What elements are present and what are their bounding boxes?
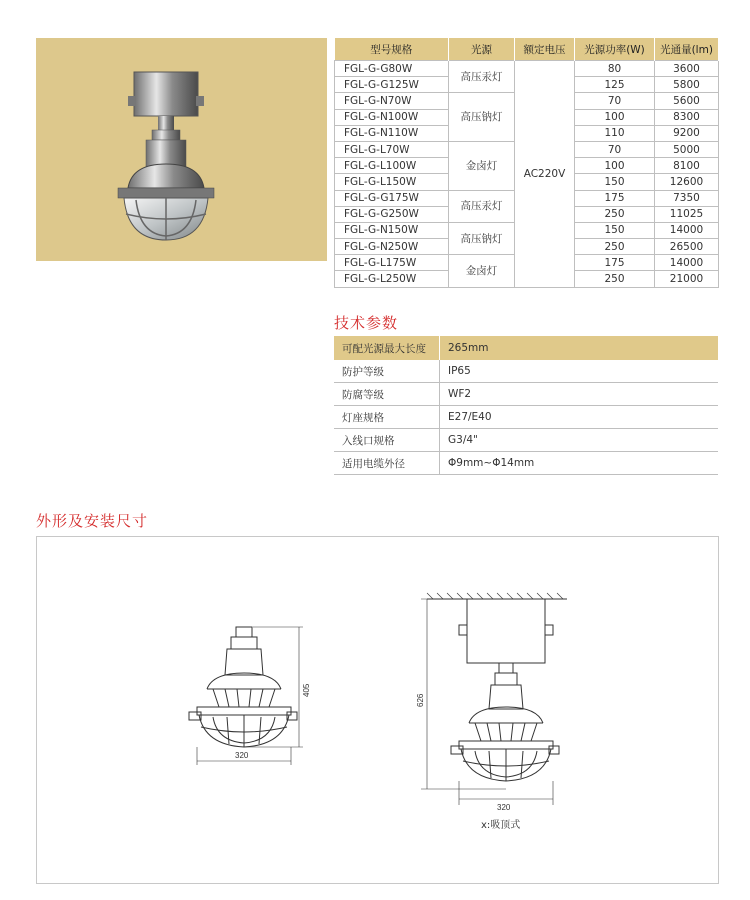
power-cell: 70: [575, 93, 655, 109]
flux-cell: 11025: [655, 206, 719, 222]
flux-cell: 5000: [655, 141, 719, 157]
model-cell: FGL-G-L70W: [335, 141, 449, 157]
model-cell: FGL-G-G80W: [335, 61, 449, 77]
header-light-source: 光源: [449, 38, 515, 61]
param-row: [334, 452, 718, 475]
flux-cell: 8300: [655, 109, 719, 125]
model-cell: FGL-G-L175W: [335, 255, 449, 271]
model-cell: FGL-G-N150W: [335, 222, 449, 238]
param-value: 265mm: [440, 336, 719, 360]
model-cell: FGL-G-N100W: [335, 109, 449, 125]
header-flux: 光通量(lm): [655, 38, 719, 61]
flux-cell: 5600: [655, 93, 719, 109]
spec-table-header: [335, 38, 719, 61]
mount-type-caption: x:吸顶式: [481, 820, 521, 831]
power-cell: 110: [575, 125, 655, 141]
param-key: 可配光源最大长度: [334, 336, 440, 360]
power-cell: 125: [575, 77, 655, 93]
power-cell: 150: [575, 174, 655, 190]
power-cell: 250: [575, 271, 655, 287]
model-cell: FGL-G-L100W: [335, 158, 449, 174]
param-value: Φ9mm~Φ14mm: [440, 452, 719, 475]
left-height-label: 405: [302, 683, 311, 697]
tech-params-title: 技术参数: [334, 314, 399, 332]
param-row: [334, 383, 718, 406]
dimension-drawing: [37, 537, 718, 883]
flux-cell: 14000: [655, 222, 719, 238]
product-photo: [36, 38, 327, 261]
power-cell: 250: [575, 239, 655, 255]
flux-cell: 5800: [655, 77, 719, 93]
param-key: 防腐等级: [334, 383, 440, 406]
param-key: 防护等级: [334, 360, 440, 383]
power-cell: 150: [575, 222, 655, 238]
model-cell: FGL-G-N250W: [335, 239, 449, 255]
model-cell: FGL-G-L250W: [335, 271, 449, 287]
light-source-cell: 高压汞灯: [449, 61, 515, 93]
tech-params-table: [334, 336, 718, 475]
model-cell: FGL-G-G175W: [335, 190, 449, 206]
param-key: 入线口规格: [334, 429, 440, 452]
light-source-cell: 高压汞灯: [449, 190, 515, 222]
voltage-cell: AC220V: [515, 61, 575, 288]
header-voltage: 额定电压: [515, 38, 575, 61]
flux-cell: 8100: [655, 158, 719, 174]
param-value: WF2: [440, 383, 719, 406]
header-model: 型号规格: [335, 38, 449, 61]
power-cell: 100: [575, 158, 655, 174]
right-width-label: 320: [497, 803, 511, 812]
param-value: IP65: [440, 360, 719, 383]
light-source-cell: 高压钠灯: [449, 93, 515, 142]
dimension-drawing-box: [36, 536, 719, 884]
model-cell: FGL-G-N70W: [335, 93, 449, 109]
power-cell: 80: [575, 61, 655, 77]
flux-cell: 7350: [655, 190, 719, 206]
light-source-cell: 高压钠灯: [449, 222, 515, 254]
power-cell: 175: [575, 255, 655, 271]
right-height-label: 626: [416, 693, 425, 707]
power-cell: 250: [575, 206, 655, 222]
param-key: 适用电缆外径: [334, 452, 440, 475]
flux-cell: 14000: [655, 255, 719, 271]
power-cell: 100: [575, 109, 655, 125]
power-cell: 70: [575, 141, 655, 157]
model-cell: FGL-G-G250W: [335, 206, 449, 222]
model-cell: FGL-G-N110W: [335, 125, 449, 141]
flux-cell: 26500: [655, 239, 719, 255]
model-cell: FGL-G-L150W: [335, 174, 449, 190]
dimensions-title: 外形及安装尺寸: [36, 512, 149, 530]
param-row: [334, 406, 718, 429]
light-source-cell: 金卤灯: [449, 141, 515, 190]
flux-cell: 9200: [655, 125, 719, 141]
param-value: E27/E40: [440, 406, 719, 429]
param-value: G3/4": [440, 429, 719, 452]
pendant-lamp-drawing: [189, 627, 297, 747]
param-row: [334, 429, 718, 452]
flux-cell: 21000: [655, 271, 719, 287]
table-row: [335, 61, 719, 77]
param-row: [334, 360, 718, 383]
power-cell: 175: [575, 190, 655, 206]
ceiling-lamp-drawing: [427, 593, 567, 781]
param-key: 灯座规格: [334, 406, 440, 429]
param-row: [334, 336, 718, 360]
header-power: 光源功率(W): [575, 38, 655, 61]
lamp-photo-illustration: [36, 38, 327, 261]
flux-cell: 3600: [655, 61, 719, 77]
flux-cell: 12600: [655, 174, 719, 190]
left-width-label: 320: [235, 751, 249, 760]
light-source-cell: 金卤灯: [449, 255, 515, 287]
spec-table: [334, 38, 719, 288]
model-cell: FGL-G-G125W: [335, 77, 449, 93]
